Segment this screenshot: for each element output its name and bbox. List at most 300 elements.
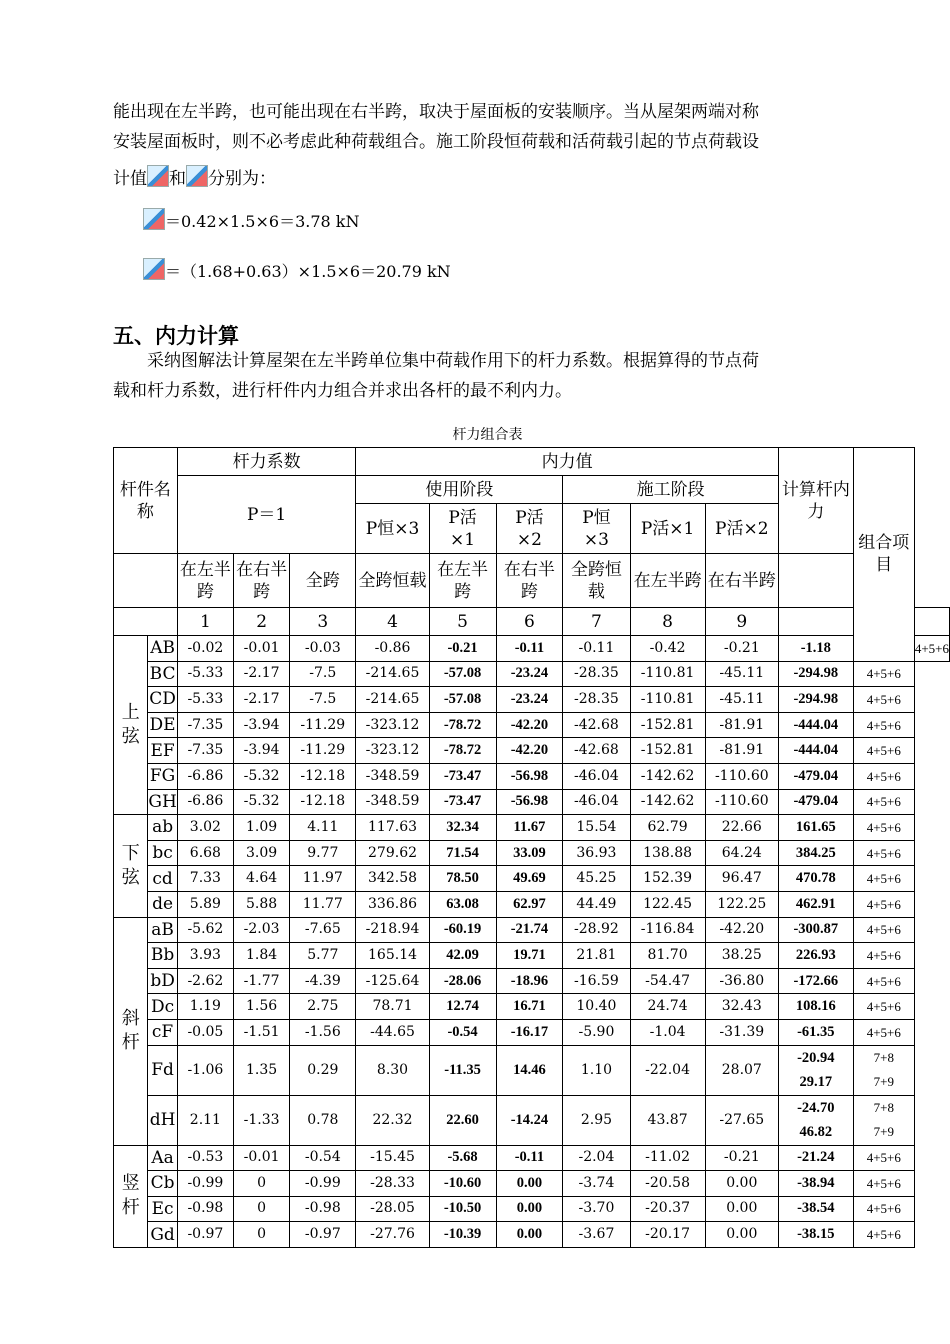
- value-cell: 0.00: [705, 1222, 778, 1248]
- table-row: [114, 712, 950, 738]
- value-cell: -42.20: [705, 917, 778, 943]
- header-service-stage: 使用阶段: [356, 476, 563, 504]
- column-number: 7: [563, 608, 630, 636]
- value-cell: -57.08: [429, 661, 496, 687]
- header-col8: P活×1: [630, 504, 705, 554]
- combination-cell: 4+5+6: [853, 815, 914, 841]
- header-internal-force: 内力值: [356, 448, 779, 476]
- value-cell: -348.59: [356, 789, 429, 815]
- subheader-cell: 在左半跨: [630, 554, 705, 608]
- subheader-cell: 在右半跨: [234, 554, 290, 608]
- value-cell: -42.20: [496, 712, 563, 738]
- member-name: Bb: [148, 943, 177, 969]
- value-cell: -27.65: [705, 1095, 778, 1145]
- design-force-cell: -444.04: [778, 712, 853, 738]
- value-cell: 4.64: [234, 866, 290, 892]
- value-cell: -1.56: [290, 1019, 356, 1045]
- table-row: [114, 1045, 950, 1095]
- value-cell: -5.90: [563, 1019, 630, 1045]
- value-cell: -110.81: [630, 661, 705, 687]
- value-cell: 3.93: [177, 943, 233, 969]
- value-cell: 5.88: [234, 891, 290, 917]
- value-cell: -21.74: [496, 917, 563, 943]
- combination-cell: 4+5+6: [853, 687, 914, 713]
- value-cell: 15.54: [563, 815, 630, 841]
- header-col7-a: P恒: [582, 507, 611, 528]
- value-cell: -214.65: [356, 661, 429, 687]
- value-cell: 2.95: [563, 1095, 630, 1145]
- member-name: Aa: [148, 1145, 177, 1171]
- value-cell: -5.68: [429, 1145, 496, 1171]
- intro-text-c: 分别为：: [208, 169, 276, 189]
- value-cell: 28.07: [705, 1045, 778, 1095]
- member-name: aB: [148, 917, 177, 943]
- value-cell: -2.17: [234, 687, 290, 713]
- value-cell: -12.18: [290, 789, 356, 815]
- subheader-cell: 全跨恒载: [356, 554, 429, 608]
- value-cell: -7.5: [290, 661, 356, 687]
- value-cell: 1.09: [234, 815, 290, 841]
- value-cell: -11.29: [290, 712, 356, 738]
- design-force-cell: -172.66: [778, 968, 853, 994]
- value-cell: -57.08: [429, 687, 496, 713]
- combination-cell: 4+5+6: [853, 840, 914, 866]
- value-cell: -2.03: [234, 917, 290, 943]
- value-cell: -4.39: [290, 968, 356, 994]
- member-name: cF: [148, 1019, 177, 1045]
- member-name: AB: [148, 636, 177, 662]
- value-cell: -73.47: [429, 789, 496, 815]
- value-cell: 0.00: [496, 1196, 563, 1222]
- value-cell: -42.68: [563, 712, 630, 738]
- formula-2-text: ＝（1.68+0.63）×1.5×6＝20.79 kN: [165, 262, 451, 281]
- value-cell: -20.58: [630, 1171, 705, 1197]
- value-cell: -18.96: [496, 968, 563, 994]
- value-cell: 22.66: [705, 815, 778, 841]
- header-col6-b: ×2: [516, 529, 542, 550]
- value-cell: -42.68: [563, 738, 630, 764]
- value-cell: -152.81: [630, 712, 705, 738]
- header-col5: [429, 504, 496, 554]
- table-row: [114, 840, 950, 866]
- value-cell: 49.69: [496, 866, 563, 892]
- header-col4: P恒×3: [356, 504, 429, 554]
- value-cell: 7.33: [177, 866, 233, 892]
- value-cell: -11.35: [429, 1045, 496, 1095]
- value-cell: -54.47: [630, 968, 705, 994]
- value-cell: -7.35: [177, 738, 233, 764]
- design-force-cell: -24.70 46.82: [778, 1095, 853, 1145]
- combination-cell: 7+8 7+9: [853, 1045, 914, 1095]
- value-cell: -0.97: [290, 1222, 356, 1248]
- value-cell: -110.60: [705, 763, 778, 789]
- subheader-cell: 在左半跨: [177, 554, 233, 608]
- value-cell: -0.01: [234, 636, 290, 662]
- value-cell: -116.84: [630, 917, 705, 943]
- value-cell: 0: [234, 1171, 290, 1197]
- value-cell: -10.39: [429, 1222, 496, 1248]
- value-cell: -323.12: [356, 712, 429, 738]
- member-name: Gd: [148, 1222, 177, 1248]
- value-cell: 1.19: [177, 994, 233, 1020]
- value-cell: 32.34: [429, 815, 496, 841]
- design-force-cell: -38.15: [778, 1222, 853, 1248]
- value-cell: -0.11: [496, 636, 563, 662]
- combination-cell: 4+5+6: [853, 1222, 914, 1248]
- intro-paragraph: [113, 97, 873, 194]
- table-row: [114, 763, 950, 789]
- value-cell: 2.75: [290, 994, 356, 1020]
- value-cell: -10.50: [429, 1196, 496, 1222]
- section-line-2: 载和杆力系数，进行杆件内力组合并求出各杆的最不利内力。: [113, 381, 572, 401]
- header-p1: P＝1: [177, 476, 356, 554]
- table-row: [114, 636, 950, 662]
- intro-text-b: 和: [169, 169, 186, 189]
- value-cell: -0.54: [290, 1145, 356, 1171]
- combination-cell: 4+5+6: [853, 789, 914, 815]
- value-cell: -46.04: [563, 789, 630, 815]
- value-cell: -0.21: [429, 636, 496, 662]
- table-row: [114, 891, 950, 917]
- combination-cell: 4+5+6: [853, 1145, 914, 1171]
- member-name: de: [148, 891, 177, 917]
- value-cell: -45.11: [705, 687, 778, 713]
- value-cell: -2.04: [563, 1145, 630, 1171]
- subheader-cell: 在左半跨: [429, 554, 496, 608]
- table-row: [114, 1196, 950, 1222]
- value-cell: 11.77: [290, 891, 356, 917]
- section-paragraph: [113, 346, 873, 406]
- value-cell: -28.33: [356, 1171, 429, 1197]
- value-cell: -110.60: [705, 789, 778, 815]
- value-cell: -0.99: [177, 1171, 233, 1197]
- value-cell: 32.43: [705, 994, 778, 1020]
- header-design-force: 计算杆内力: [778, 448, 853, 554]
- value-cell: 19.71: [496, 943, 563, 969]
- formula-2: [143, 258, 451, 282]
- design-force-cell: 384.25: [778, 840, 853, 866]
- header-blank-2: [114, 608, 178, 636]
- table-row: [114, 994, 950, 1020]
- value-cell: 0.29: [290, 1045, 356, 1095]
- group-label: 上 弦: [114, 636, 148, 815]
- value-cell: -28.05: [356, 1196, 429, 1222]
- table-caption: 杆力组合表: [452, 427, 523, 443]
- table-row: [114, 968, 950, 994]
- value-cell: -5.32: [234, 763, 290, 789]
- table-row: [114, 789, 950, 815]
- value-cell: -46.04: [563, 763, 630, 789]
- intro-line-3: [113, 164, 873, 194]
- table-row: [114, 1095, 950, 1145]
- value-cell: 24.74: [630, 994, 705, 1020]
- value-cell: 38.25: [705, 943, 778, 969]
- value-cell: 10.40: [563, 994, 630, 1020]
- table-row: [114, 1145, 950, 1171]
- value-cell: 279.62: [356, 840, 429, 866]
- value-cell: -142.62: [630, 763, 705, 789]
- design-force-cell: 226.93: [778, 943, 853, 969]
- design-force-cell: -38.54: [778, 1196, 853, 1222]
- value-cell: 1.84: [234, 943, 290, 969]
- intro-text-a: 计值: [113, 169, 147, 189]
- value-cell: -0.53: [177, 1145, 233, 1171]
- value-cell: 3.09: [234, 840, 290, 866]
- value-cell: 12.74: [429, 994, 496, 1020]
- value-cell: 14.46: [496, 1045, 563, 1095]
- value-cell: 0.00: [705, 1171, 778, 1197]
- combination-cell: 4+5+6: [853, 891, 914, 917]
- value-cell: -31.39: [705, 1019, 778, 1045]
- value-cell: -5.33: [177, 661, 233, 687]
- subheader-cell: 全跨恒载: [563, 554, 630, 608]
- value-cell: 81.70: [630, 943, 705, 969]
- value-cell: -27.76: [356, 1222, 429, 1248]
- value-cell: -0.02: [177, 636, 233, 662]
- value-cell: -0.86: [356, 636, 429, 662]
- value-cell: 122.25: [705, 891, 778, 917]
- header-col5-a: P活: [448, 507, 477, 528]
- design-force-cell: 161.65: [778, 815, 853, 841]
- value-cell: -218.94: [356, 917, 429, 943]
- column-number-blank: [914, 608, 949, 636]
- value-cell: 36.93: [563, 840, 630, 866]
- member-name: Fd: [148, 1045, 177, 1095]
- combination-cell: 4+5+6: [853, 1196, 914, 1222]
- value-cell: 5.77: [290, 943, 356, 969]
- table-row: [114, 943, 950, 969]
- value-cell: 165.14: [356, 943, 429, 969]
- value-cell: 5.89: [177, 891, 233, 917]
- combination-cell: 4+5+6: [914, 636, 949, 662]
- section-line-1: 采纳图解法计算屋架在左半跨单位集中荷载作用下的杆力系数。根据算得的节点荷: [147, 351, 759, 371]
- value-cell: -0.01: [234, 1145, 290, 1171]
- value-cell: -142.62: [630, 789, 705, 815]
- combination-cell: 4+5+6: [853, 943, 914, 969]
- value-cell: -22.04: [630, 1045, 705, 1095]
- value-cell: -11.02: [630, 1145, 705, 1171]
- value-cell: 62.79: [630, 815, 705, 841]
- value-cell: -1.04: [630, 1019, 705, 1045]
- combination-cell: 4+5+6: [853, 968, 914, 994]
- value-cell: -3.67: [563, 1222, 630, 1248]
- header-coefficient: 杆力系数: [177, 448, 356, 476]
- column-number: 9: [705, 608, 778, 636]
- value-cell: 22.60: [429, 1095, 496, 1145]
- value-cell: -6.86: [177, 763, 233, 789]
- header-construction-stage: 施工阶段: [563, 476, 779, 504]
- combination-cell: 4+5+6: [853, 917, 914, 943]
- value-cell: 1.10: [563, 1045, 630, 1095]
- value-cell: -3.70: [563, 1196, 630, 1222]
- value-cell: -56.98: [496, 789, 563, 815]
- value-cell: 0: [234, 1222, 290, 1248]
- subheader-blank: [778, 554, 853, 608]
- value-cell: -323.12: [356, 738, 429, 764]
- value-cell: 78.71: [356, 994, 429, 1020]
- value-cell: -81.91: [705, 712, 778, 738]
- design-force-cell: -294.98: [778, 661, 853, 687]
- value-cell: -152.81: [630, 738, 705, 764]
- column-number-blank: [778, 608, 853, 636]
- broken-image-icon: [143, 208, 165, 230]
- header-member: 杆件名称: [114, 448, 178, 554]
- value-cell: -3.74: [563, 1171, 630, 1197]
- value-cell: 342.58: [356, 866, 429, 892]
- value-cell: -12.18: [290, 763, 356, 789]
- combination-cell: 4+5+6: [853, 866, 914, 892]
- broken-image-icon: [186, 165, 208, 187]
- value-cell: -11.29: [290, 738, 356, 764]
- member-name: FG: [148, 763, 177, 789]
- value-cell: -16.59: [563, 968, 630, 994]
- column-number: 3: [290, 608, 356, 636]
- value-cell: -2.62: [177, 968, 233, 994]
- value-cell: 96.47: [705, 866, 778, 892]
- value-cell: 8.30: [356, 1045, 429, 1095]
- member-name: CD: [148, 687, 177, 713]
- value-cell: -7.35: [177, 712, 233, 738]
- table-row: [114, 1171, 950, 1197]
- combination-cell: 4+5+6: [853, 712, 914, 738]
- intro-line-1: 能出现在左半跨，也可能出现在右半跨，取决于屋面板的安装顺序。当从屋架两端对称: [113, 102, 759, 122]
- table-row: [114, 866, 950, 892]
- value-cell: 11.67: [496, 815, 563, 841]
- design-force-cell: -479.04: [778, 789, 853, 815]
- design-force-cell: 108.16: [778, 994, 853, 1020]
- column-number: 1: [177, 608, 233, 636]
- header-combination: 组合项目: [853, 448, 914, 662]
- value-cell: -0.98: [290, 1196, 356, 1222]
- value-cell: 78.50: [429, 866, 496, 892]
- value-cell: -125.64: [356, 968, 429, 994]
- value-cell: -28.92: [563, 917, 630, 943]
- value-cell: 4.11: [290, 815, 356, 841]
- value-cell: 138.88: [630, 840, 705, 866]
- value-cell: -20.17: [630, 1222, 705, 1248]
- subheader-cell: 在右半跨: [496, 554, 563, 608]
- value-cell: 0: [234, 1196, 290, 1222]
- value-cell: 63.08: [429, 891, 496, 917]
- value-cell: -7.5: [290, 687, 356, 713]
- value-cell: -214.65: [356, 687, 429, 713]
- combination-cell: 4+5+6: [853, 763, 914, 789]
- value-cell: 43.87: [630, 1095, 705, 1145]
- combination-cell: 7+8 7+9: [853, 1095, 914, 1145]
- value-cell: -0.42: [630, 636, 705, 662]
- value-cell: -5.33: [177, 687, 233, 713]
- value-cell: 0.00: [705, 1196, 778, 1222]
- formula-1: [143, 208, 359, 232]
- value-cell: -3.94: [234, 738, 290, 764]
- value-cell: -45.11: [705, 661, 778, 687]
- value-cell: 0.00: [496, 1171, 563, 1197]
- column-number: 8: [630, 608, 705, 636]
- value-cell: -44.65: [356, 1019, 429, 1045]
- value-cell: -1.51: [234, 1019, 290, 1045]
- value-cell: -28.35: [563, 687, 630, 713]
- member-name: EF: [148, 738, 177, 764]
- design-force-cell: -479.04: [778, 763, 853, 789]
- value-cell: -78.72: [429, 712, 496, 738]
- value-cell: 2.11: [177, 1095, 233, 1145]
- member-name: DE: [148, 712, 177, 738]
- value-cell: 117.63: [356, 815, 429, 841]
- group-label: 下 弦: [114, 815, 148, 917]
- value-cell: -0.05: [177, 1019, 233, 1045]
- value-cell: 1.56: [234, 994, 290, 1020]
- header-blank: [114, 554, 178, 608]
- value-cell: -14.24: [496, 1095, 563, 1145]
- table-row: [114, 917, 950, 943]
- group-label: 竖 杆: [114, 1145, 148, 1247]
- combination-cell: 4+5+6: [853, 738, 914, 764]
- value-cell: 45.25: [563, 866, 630, 892]
- value-cell: 44.49: [563, 891, 630, 917]
- member-name: Ec: [148, 1196, 177, 1222]
- value-cell: 9.77: [290, 840, 356, 866]
- member-name: bc: [148, 840, 177, 866]
- value-cell: -0.99: [290, 1171, 356, 1197]
- combination-cell: 4+5+6: [853, 1019, 914, 1045]
- formula-1-text: ＝0.42×1.5×6＝3.78 kN: [165, 212, 360, 231]
- design-force-cell: -300.87: [778, 917, 853, 943]
- value-cell: 336.86: [356, 891, 429, 917]
- value-cell: 152.39: [630, 866, 705, 892]
- value-cell: 33.09: [496, 840, 563, 866]
- member-name: GH: [148, 789, 177, 815]
- value-cell: -28.35: [563, 661, 630, 687]
- value-cell: -28.06: [429, 968, 496, 994]
- value-cell: -15.45: [356, 1145, 429, 1171]
- header-col7: [563, 504, 630, 554]
- value-cell: -7.65: [290, 917, 356, 943]
- design-force-cell: -61.35: [778, 1019, 853, 1045]
- intro-line-2: 安装屋面板时，则不必考虑此种荷载组合。施工阶段恒荷载和活荷载引起的节点荷载设: [113, 132, 759, 152]
- header-col6-a: P活: [515, 507, 544, 528]
- value-cell: -10.60: [429, 1171, 496, 1197]
- value-cell: 0.78: [290, 1095, 356, 1145]
- value-cell: 22.32: [356, 1095, 429, 1145]
- design-force-cell: -1.18: [778, 636, 853, 662]
- value-cell: 71.54: [429, 840, 496, 866]
- broken-image-icon: [147, 165, 169, 187]
- force-combination-table: [113, 447, 950, 1248]
- broken-image-icon: [143, 258, 165, 280]
- table-row: [114, 1019, 950, 1045]
- member-name: Cb: [148, 1171, 177, 1197]
- value-cell: 42.09: [429, 943, 496, 969]
- value-cell: -0.98: [177, 1196, 233, 1222]
- column-number: 6: [496, 608, 563, 636]
- column-number: 5: [429, 608, 496, 636]
- value-cell: -348.59: [356, 763, 429, 789]
- value-cell: 62.97: [496, 891, 563, 917]
- value-cell: -73.47: [429, 763, 496, 789]
- combination-cell: 4+5+6: [853, 994, 914, 1020]
- header-col6: [496, 504, 563, 554]
- value-cell: 21.81: [563, 943, 630, 969]
- table-row: [114, 815, 950, 841]
- value-cell: 122.45: [630, 891, 705, 917]
- value-cell: -81.91: [705, 738, 778, 764]
- group-label: 斜 杆: [114, 917, 148, 1145]
- value-cell: 6.68: [177, 840, 233, 866]
- value-cell: -36.80: [705, 968, 778, 994]
- value-cell: -16.17: [496, 1019, 563, 1045]
- design-force-cell: -21.24: [778, 1145, 853, 1171]
- member-name: bD: [148, 968, 177, 994]
